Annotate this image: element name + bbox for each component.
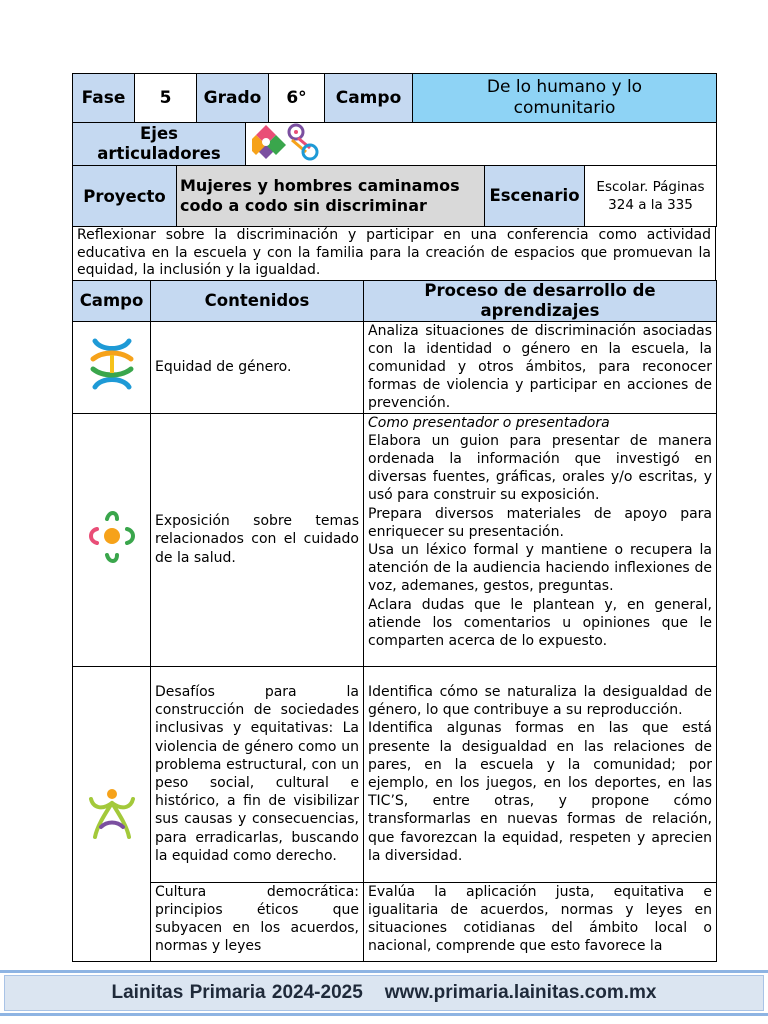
footer-banner: [0, 970, 768, 1016]
row-proceso: [364, 413, 717, 666]
ejes-articuladores-icon: [252, 123, 322, 161]
col-proceso-header: Proceso de desarrollo de aprendizajes: [364, 280, 717, 321]
header-table: [72, 73, 717, 123]
description-table: [72, 226, 716, 281]
project-description: Reflexionar sobre la discriminación y participar en una conferencia como actividad educativa en la escuela y con la familia para la creación de espacios que promuevan la equidad, la inclusión y la igualdad.: [73, 227, 716, 281]
ejes-label: Ejes articuladores: [73, 123, 246, 166]
fase-value: 5: [135, 74, 197, 123]
proceso-paragraph: Aclara dudas que le plantean y, en general, atiende los comentarios u opiniones que le comparten acerca de lo expuesto.: [368, 596, 712, 649]
escenario-label: Escenario: [485, 166, 585, 227]
escenario-value: Escolar. Páginas 324 a la 335: [585, 166, 717, 227]
proyecto-title: Mujeres y hombres caminamos codo a codo sin discriminar: [177, 166, 485, 227]
igualdad-de-genero-icon: [87, 337, 137, 391]
grado-label: Grado: [197, 74, 269, 123]
grado-value: 6°: [269, 74, 325, 123]
ejes-table: [72, 122, 717, 166]
proyecto-table: [72, 165, 717, 227]
table-row: [73, 413, 717, 666]
row-icon-cell: [73, 321, 151, 413]
fase-label: Fase: [73, 74, 135, 123]
footer-title: Lainitas Primaria 2024-2025: [111, 982, 363, 1003]
contenidos-table: [72, 280, 717, 962]
row-contenido: Exposición sobre temas relacionados con el cuidado de la salud.: [151, 413, 364, 666]
row-contenido: Cultura democrática: principios éticos que subyacen en los acuerdos, normas y leyes: [151, 882, 364, 961]
campo-value: De lo humano y lo comunitario: [413, 74, 717, 123]
ejes-icons: [246, 123, 717, 166]
footer-content: [4, 975, 764, 1011]
col-campo-header: Campo: [73, 280, 151, 321]
campo-label: Campo: [325, 74, 413, 123]
vida-saludable-icon: [87, 509, 137, 565]
row-icon-cell: [73, 413, 151, 666]
proceso-paragraph: Usa un léxico formal y mantiene o recupera la atención de la audiencia haciendo inflexiones de voz, ademanes, gestos, preguntas.: [368, 541, 712, 595]
row-proceso: Analiza situaciones de discriminación asociadas con la identidad o género en la escuela, la comunidad y otros ámbitos, para reconocer formas de violencia y participar en acciones de prevención.: [364, 321, 717, 413]
table-row: [73, 321, 717, 413]
proceso-heading: Como presentador o presentadora: [368, 414, 610, 431]
row-proceso: [364, 666, 717, 882]
table-row: [73, 666, 717, 882]
footer-url: www.primaria.lainitas.com.mx: [384, 982, 657, 1003]
proyecto-label: Proyecto: [73, 166, 177, 227]
row-contenido: Desafíos para la construcción de sociedades inclusivas y equitativas: La violencia de género como un problema estructural, con un peso social, cultural e histórico, a fin de visibilizar sus causas y consecuencias, para erradicarlas, buscando la equidad como derecho.: [151, 666, 364, 882]
table-row: [73, 882, 717, 961]
inclusion-icon: [87, 787, 137, 843]
proceso-paragraph: Identifica cómo se naturaliza la desigualdad de género, lo que contribuye a su reproducción.: [368, 684, 712, 719]
proceso-paragraph: Identifica algunas formas en las que está presente la desigualdad en las relaciones de pares, en la escuela y la comunidad; por ejemplo, en los juegos, en los deportes, en las TIC’S, entre otras, y propone cómo transformarlas en nuevas formas de relación, que favorezcan la equidad, respeten y aprecien la diversidad.: [368, 720, 712, 864]
proceso-paragraph: Prepara diversos materiales de apoyo para enriquecer su presentación.: [368, 505, 712, 540]
row-icon-cell: [73, 666, 151, 961]
proceso-paragraph: Elabora un guion para presentar de manera ordenada la información que investigó en diversas fuentes, gráficas, orales y/o escritas, y usó para construir su exposición.: [368, 432, 712, 504]
row-contenido: Equidad de género.: [151, 321, 364, 413]
row-proceso: Evalúa la aplicación justa, equitativa e igualitaria de acuerdos, normas y leyes en situaciones cotidianas del ámbito local o nacional, comprende que esto favorece la: [364, 882, 717, 961]
planeacion-sheet: [72, 73, 716, 962]
col-contenidos-header: Contenidos: [151, 280, 364, 321]
